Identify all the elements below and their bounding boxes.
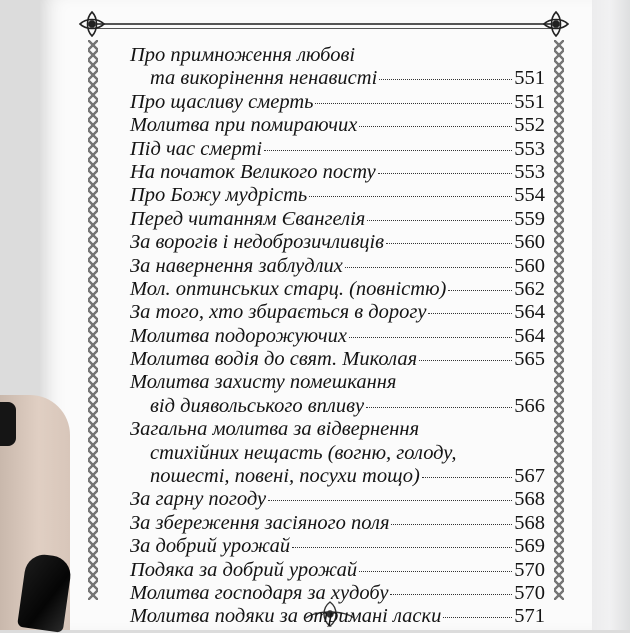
toc-entry — [130, 278, 545, 301]
page-number: 568 — [514, 511, 545, 534]
toc-title: Молитва при помираючих — [130, 114, 358, 137]
toc-entry — [130, 44, 545, 91]
page-number: 568 — [514, 488, 545, 511]
page-number: 559 — [514, 207, 545, 230]
toc-title: Молитва подяки за отримані ласки — [130, 605, 442, 628]
toc-entry — [130, 301, 545, 324]
toc-line — [130, 44, 545, 67]
toc-line — [130, 442, 545, 465]
page-number: 551 — [514, 90, 545, 113]
page-number: 567 — [514, 465, 545, 488]
toc-title: За того, хто збирається в дорогу — [130, 301, 427, 324]
leader-dots — [391, 524, 512, 525]
toc-title: Подяка за добрий урожай — [130, 558, 358, 581]
corner-ornament-right-icon — [542, 10, 570, 38]
leader-dots — [315, 103, 512, 104]
leader-dots — [367, 220, 512, 221]
toc-entry — [130, 488, 545, 511]
toc-entry — [130, 348, 545, 371]
toc-entry — [130, 582, 545, 605]
toc-title: За навернення заблудлих — [130, 254, 343, 277]
page-number: 552 — [514, 114, 545, 137]
leader-dots — [428, 313, 512, 314]
toc-title: Мол. оптинських старц. (повністю) — [130, 277, 447, 300]
toc-title: та викорінення ненависті — [150, 67, 378, 90]
frame-top-line — [96, 23, 551, 25]
page-number: 564 — [514, 301, 545, 324]
toc-entry — [130, 138, 545, 161]
leader-dots — [268, 500, 512, 501]
leader-dots — [345, 267, 512, 268]
toc-entry — [130, 255, 545, 278]
toc-title: За гарну погоду — [130, 488, 267, 511]
toc-title: пошесті, повені, посухи тощо) — [150, 465, 420, 488]
toc-entry — [130, 559, 545, 582]
toc-line — [130, 465, 545, 488]
toc-line — [130, 395, 545, 418]
page-number: 570 — [514, 558, 545, 581]
leader-dots — [390, 594, 512, 595]
toc-entry — [130, 231, 545, 254]
leader-dots — [443, 617, 512, 618]
toc-title: За добрий урожай — [130, 535, 291, 558]
toc-line — [130, 67, 545, 90]
page-number: 554 — [514, 184, 545, 207]
frame-left-border — [88, 40, 98, 600]
toc-title: від диявольського впливу — [150, 394, 365, 417]
leader-dots — [359, 126, 512, 127]
toc-title: Молитва подорожуючих — [130, 324, 347, 347]
toc-title: Молитва водія до свят. Миколая — [130, 348, 418, 371]
toc-title: Про Божу мудрість — [130, 184, 308, 207]
leader-dots — [448, 290, 512, 291]
table-of-contents — [130, 44, 545, 629]
toc-entry — [130, 161, 545, 184]
page-number: 569 — [514, 535, 545, 558]
toc-title-line: Загальна молитва за відвернення — [130, 418, 420, 441]
toc-title-line: Молитва захисту помешкання — [130, 371, 397, 394]
leader-dots — [378, 173, 513, 174]
page-number: 562 — [514, 277, 545, 300]
leader-dots — [359, 571, 512, 572]
toc-title-line: стихійних нещасть (вогню, голоду, — [150, 441, 457, 464]
leader-dots — [386, 243, 512, 244]
toc-entry — [130, 208, 545, 231]
leader-dots — [292, 547, 512, 548]
page-number: 553 — [514, 160, 545, 183]
leader-dots — [264, 150, 512, 151]
leader-dots — [379, 79, 512, 80]
page-number: 560 — [514, 231, 545, 254]
toc-title: Під час смерті — [130, 137, 263, 160]
page-number: 560 — [514, 254, 545, 277]
toc-entry — [130, 184, 545, 207]
toc-title: За збереження засіяного поля — [130, 511, 390, 534]
page-number: 551 — [514, 67, 545, 90]
toc-line — [130, 371, 545, 394]
toc-entry — [130, 325, 545, 348]
fingernail-top — [0, 402, 16, 446]
toc-title: За ворогів і недоброзичливців — [130, 231, 385, 254]
leader-dots — [309, 196, 512, 197]
page-number: 570 — [514, 581, 545, 604]
leader-dots — [366, 407, 512, 408]
toc-entry — [130, 418, 545, 488]
toc-title: Про щасливу смерть — [130, 90, 314, 113]
toc-title: Перед читанням Євангелія — [130, 207, 366, 230]
leader-dots — [349, 337, 512, 338]
toc-entry — [130, 91, 545, 114]
toc-entry — [130, 535, 545, 558]
page-number: 553 — [514, 137, 545, 160]
corner-ornament-left-icon — [78, 10, 106, 38]
toc-title-line: Про примноження любові — [130, 44, 356, 66]
toc-line — [130, 418, 545, 441]
page-number: 565 — [514, 348, 545, 371]
toc-title: На початок Великого посту — [130, 160, 376, 183]
toc-title: Молитва господаря за худобу — [130, 581, 389, 604]
leader-dots — [422, 477, 512, 478]
toc-entry — [130, 605, 545, 628]
frame-right-border — [554, 40, 564, 600]
leader-dots — [419, 360, 512, 361]
toc-entry — [130, 512, 545, 535]
page-number: 566 — [514, 394, 545, 417]
toc-entry — [130, 114, 545, 137]
toc-entry — [130, 371, 545, 418]
page-number: 564 — [514, 324, 545, 347]
frame-top-line-inner — [96, 28, 551, 29]
page-number: 571 — [514, 605, 545, 628]
